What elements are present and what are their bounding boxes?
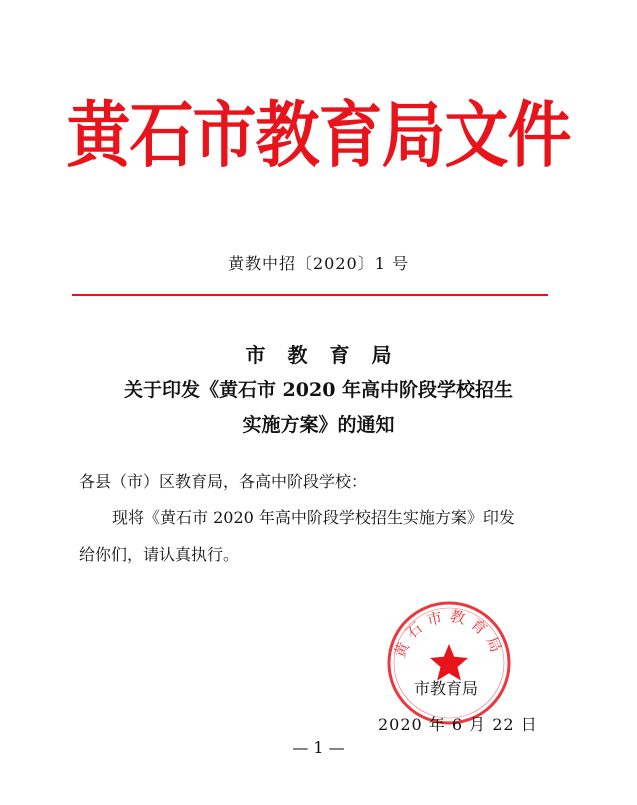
- page-number: — 1 —: [292, 738, 345, 757]
- issuer-title: 市教育局: [245, 343, 414, 367]
- signature-date: 2020 年 6 月 22 日: [378, 715, 538, 734]
- official-seal: [384, 598, 514, 728]
- body-paragraph-line1: 现将《黄石市 2020 年高中阶段学校招生实施方案》印发: [112, 508, 515, 527]
- body-paragraph-line2: 给你们，请认真执行。: [79, 545, 240, 564]
- signature-org: 市教育局: [414, 679, 479, 698]
- salutation: 各县（市）区教育局，各高中阶段学校：: [79, 472, 368, 491]
- document-masthead: 黄石市教育局文件: [66, 94, 571, 178]
- document-number: 黄教中招〔2020〕1 号: [228, 254, 409, 273]
- red-divider: [72, 294, 548, 296]
- svg-text:黄石市教育局: 黄石市教育局: [390, 606, 508, 661]
- document-title-line2: 实施方案》的通知: [242, 414, 395, 436]
- document-title-line1: 关于印发《黄石市 2020 年高中阶段学校招生: [123, 379, 514, 401]
